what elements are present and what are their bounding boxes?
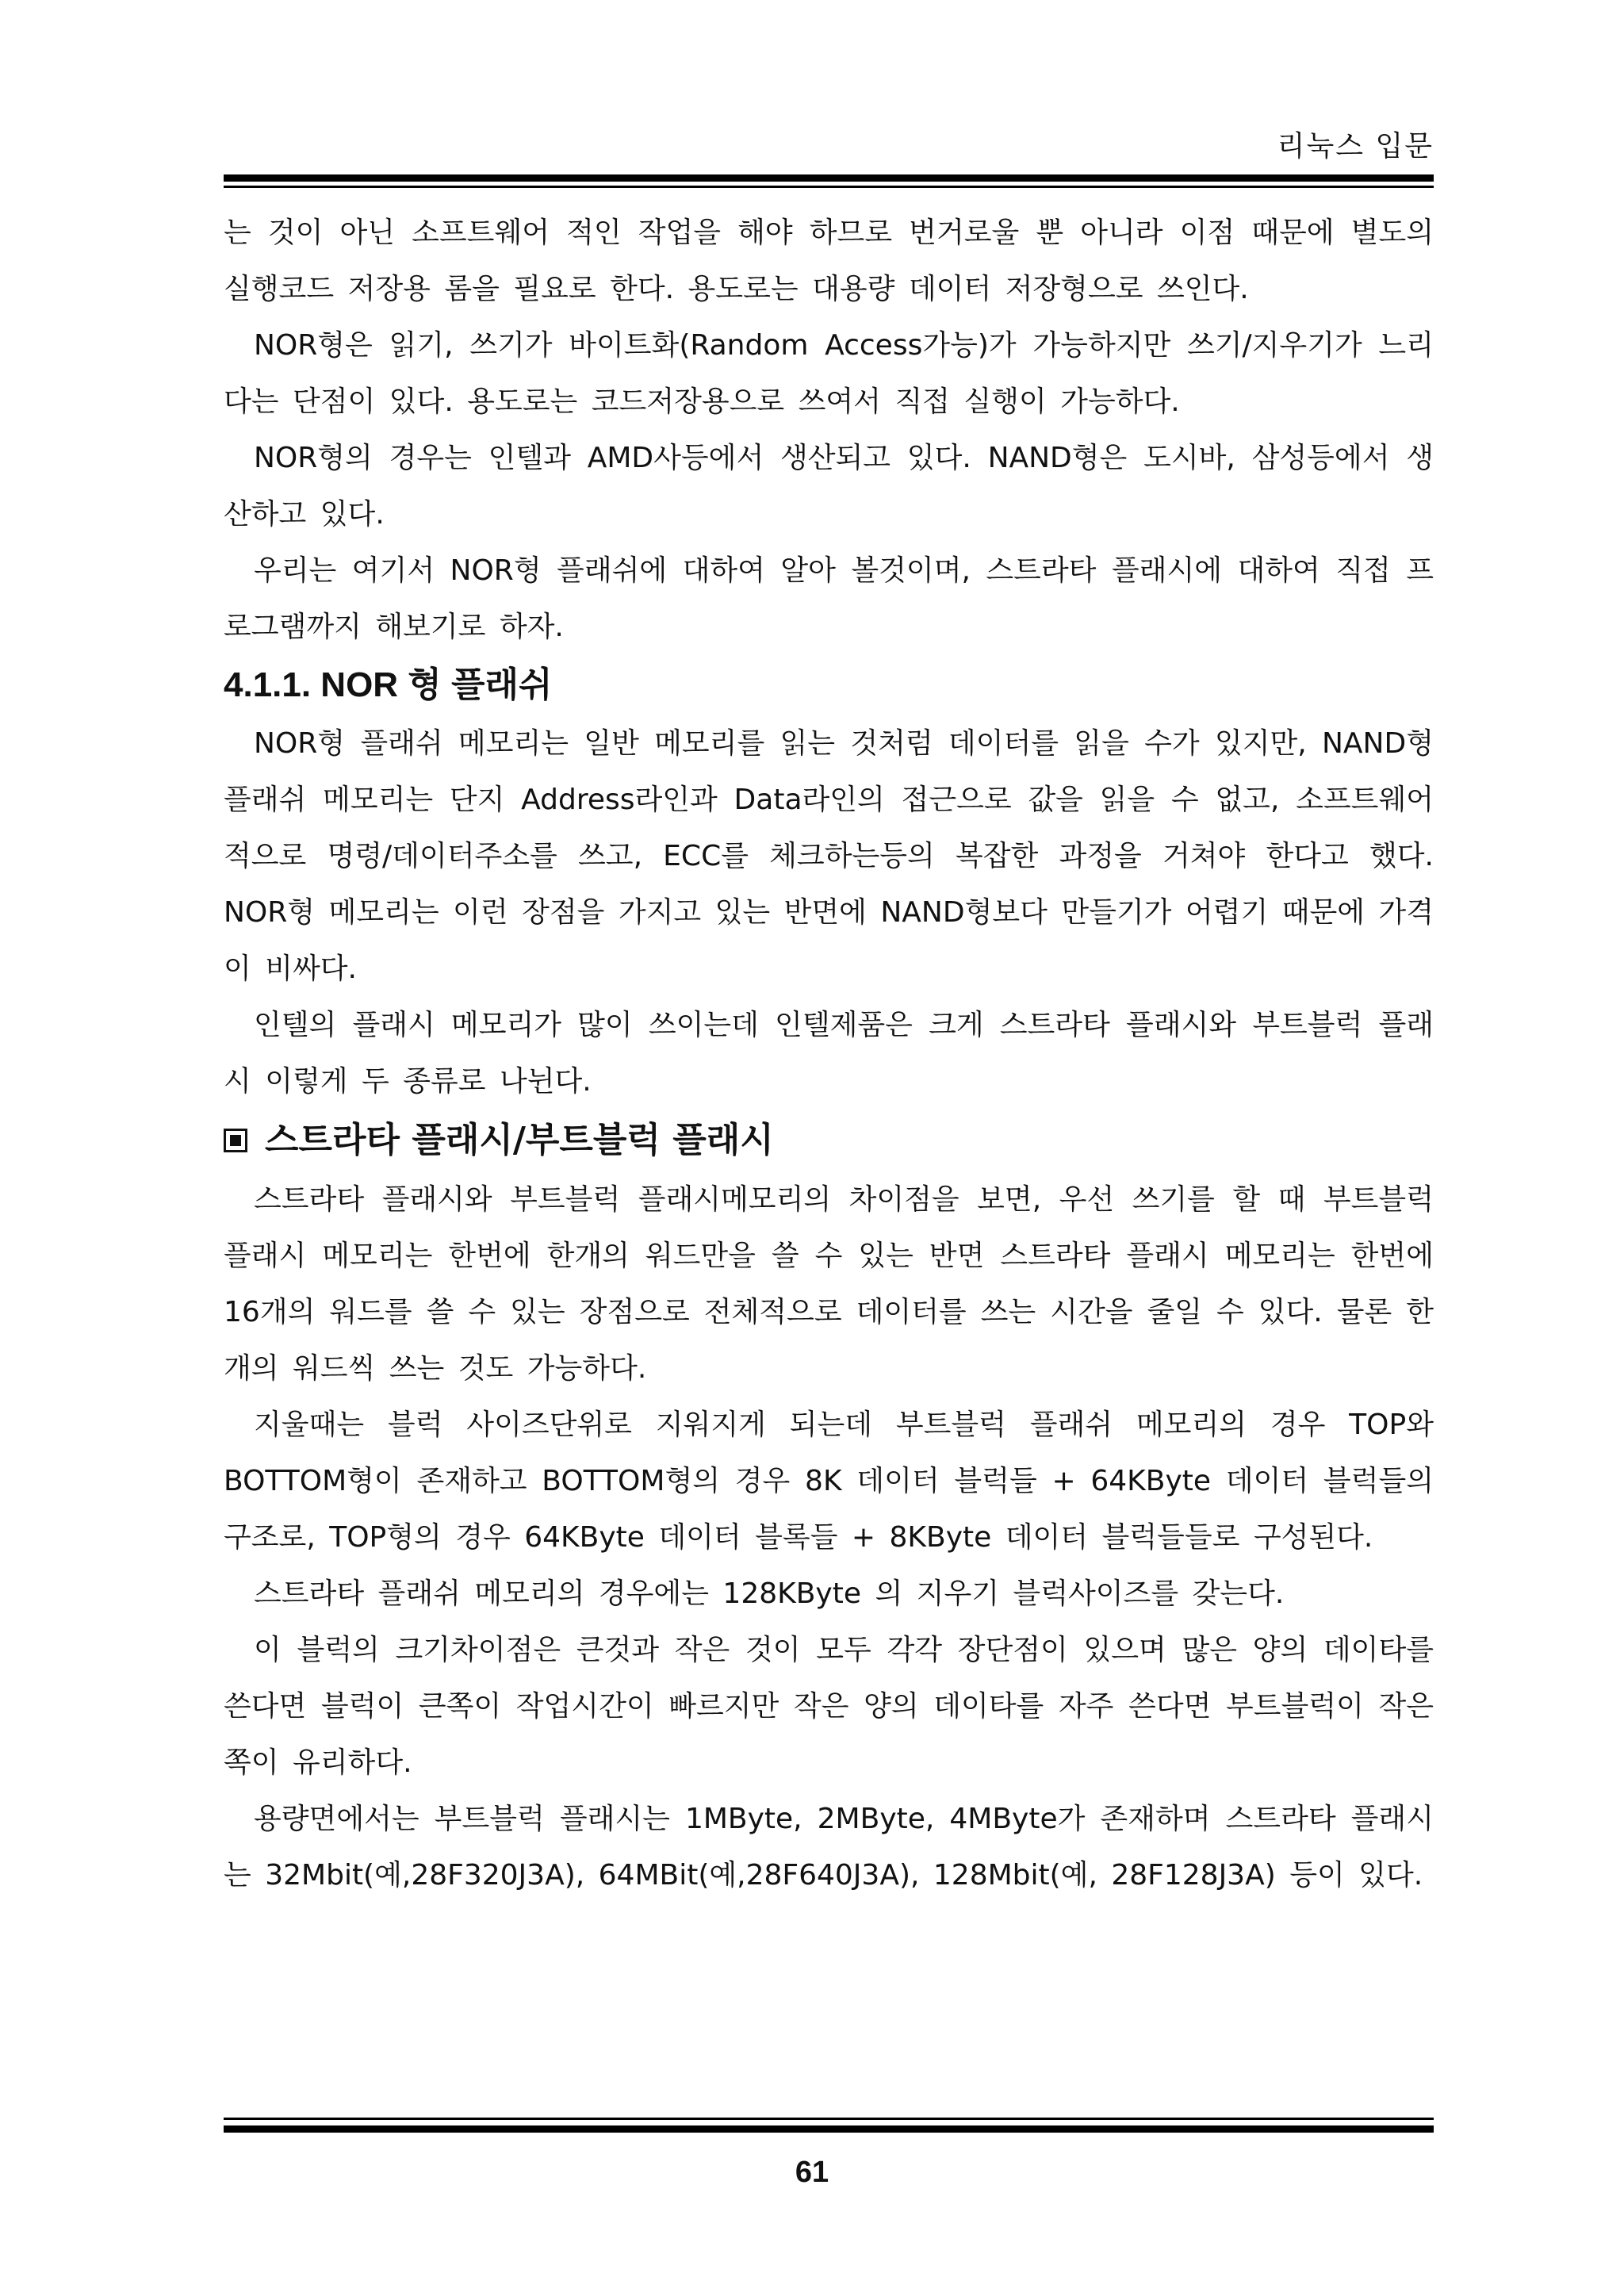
intro-paragraph: NOR형은 읽기, 쓰기가 바이트화(Random Access가능)가 가능하지만 쓰기/지우기가 느리다는 단점이 있다. 용도로는 코드저장용으로 쓰여서 직접 실행이 가능하다. [224, 329, 1434, 418]
subsection-paragraph: 이 블럭의 크기차이점은 큰것과 작은 것이 모두 각각 장단점이 있으며 많은 양의 데이타를 쓴다면 블럭이 큰쪽이 작업시간이 빠르지만 작은 양의 데이타를 자주 쓴다면 부트블럭이 작은 쪽이 유리하다. [224, 1634, 1434, 1779]
subsection-heading [224, 1110, 1434, 1171]
subsection-paragraph: 지울때는 블럭 사이즈단위로 지워지게 되는데 부트블럭 플래쉬 메모리의 경우 TOP와 BOTTOM형이 존재하고 BOTTOM형의 경우 8K 데이터 블럭들 + 64KByte 데이터 블럭들의 구조로, TOP형의 경우 64KByte 데이터 블록들 + 8KByte 데이터 블럭들들로 구성된다. [224, 1409, 1434, 1554]
section-paragraph: NOR형 플래쉬 메모리는 일반 메모리를 읽는 것처럼 데이터를 읽을 수가 있지만, NAND형 플래쉬 메모리는 단지 Address라인과 Data라인의 접근으로 값을 읽을 수 없고, 소프트웨어적으로 명령/데이터주소를 쓰고, ECC를 체크하는등의 복잡한 과정을 거쳐야 한다고 했다. NOR형 메모리는 이런 장점을 가지고 있는 반면에 NAND형보다 만들기가 어렵기 때문에 가격이 비싸다. [224, 727, 1434, 985]
footer-rule-thin [224, 2118, 1434, 2120]
page-body [224, 205, 1434, 1903]
subsection-paragraph: 용량면에서는 부트블럭 플래시는 1MByte, 2MByte, 4MByte가 존재하며 스트라타 플래시는 32Mbit(예,28F320J3A), 64MBit(예,28F640J3A), 128Mbit(예, 28F128J3A) 등이 있다. [224, 1803, 1434, 1892]
subsection-paragraph: 스트라타 플래쉬 메모리의 경우에는 128KByte 의 지우기 블럭사이즈를 갖는다. [254, 1577, 1285, 1610]
header-rule-thin [224, 186, 1434, 188]
subsection-heading-text: 스트라타 플래시/부트블럭 플래시 [265, 1120, 774, 1160]
footer-rule-thick [224, 2125, 1434, 2133]
page-number: 61 [795, 2156, 829, 2189]
section-paragraph: 인텔의 플래시 메모리가 많이 쓰이는데 인텔제품은 크게 스트라타 플래시와 부트블럭 플래시 이렇게 두 종류로 나뉜다. [224, 1009, 1434, 1098]
intro-paragraph: NOR형의 경우는 인텔과 AMD사등에서 생산되고 있다. NAND형은 도시바, 삼성등에서 생산하고 있다. [224, 442, 1434, 531]
intro-paragraph: 는 것이 아닌 소프트웨어 적인 작업을 해야 하므로 번거로울 뿐 아니라 이점 때문에 별도의 실행코드 저장용 롬을 필요로 한다. 용도로는 대용량 데이터 저장형으로 쓰인다. [224, 217, 1434, 305]
running-header-title: 리눅스 입문 [1277, 130, 1434, 163]
intro-paragraph: 우리는 여기서 NOR형 플래쉬에 대하여 알아 볼것이며, 스트라타 플래시에 대하여 직접 프로그램까지 해보기로 하자. [224, 554, 1434, 643]
header-rule-thick [224, 174, 1434, 182]
section-heading: 4.1.1. NOR 형 플래쉬 [224, 665, 553, 704]
boxed-square-icon [224, 1129, 247, 1152]
subsection-paragraph: 스트라타 플래시와 부트블럭 플래시메모리의 차이점을 보면, 우선 쓰기를 할 때 부트블럭 플래시 메모리는 한번에 한개의 워드만을 쓸 수 있는 반면 스트라타 플래시 메모리는 한번에 16개의 워드를 쓸 수 있는 장점으로 전체적으로 데이터를 쓰는 시간을 줄일 수 있다. 물론 한개의 워드씩 쓰는 것도 가능하다. [224, 1183, 1434, 1385]
